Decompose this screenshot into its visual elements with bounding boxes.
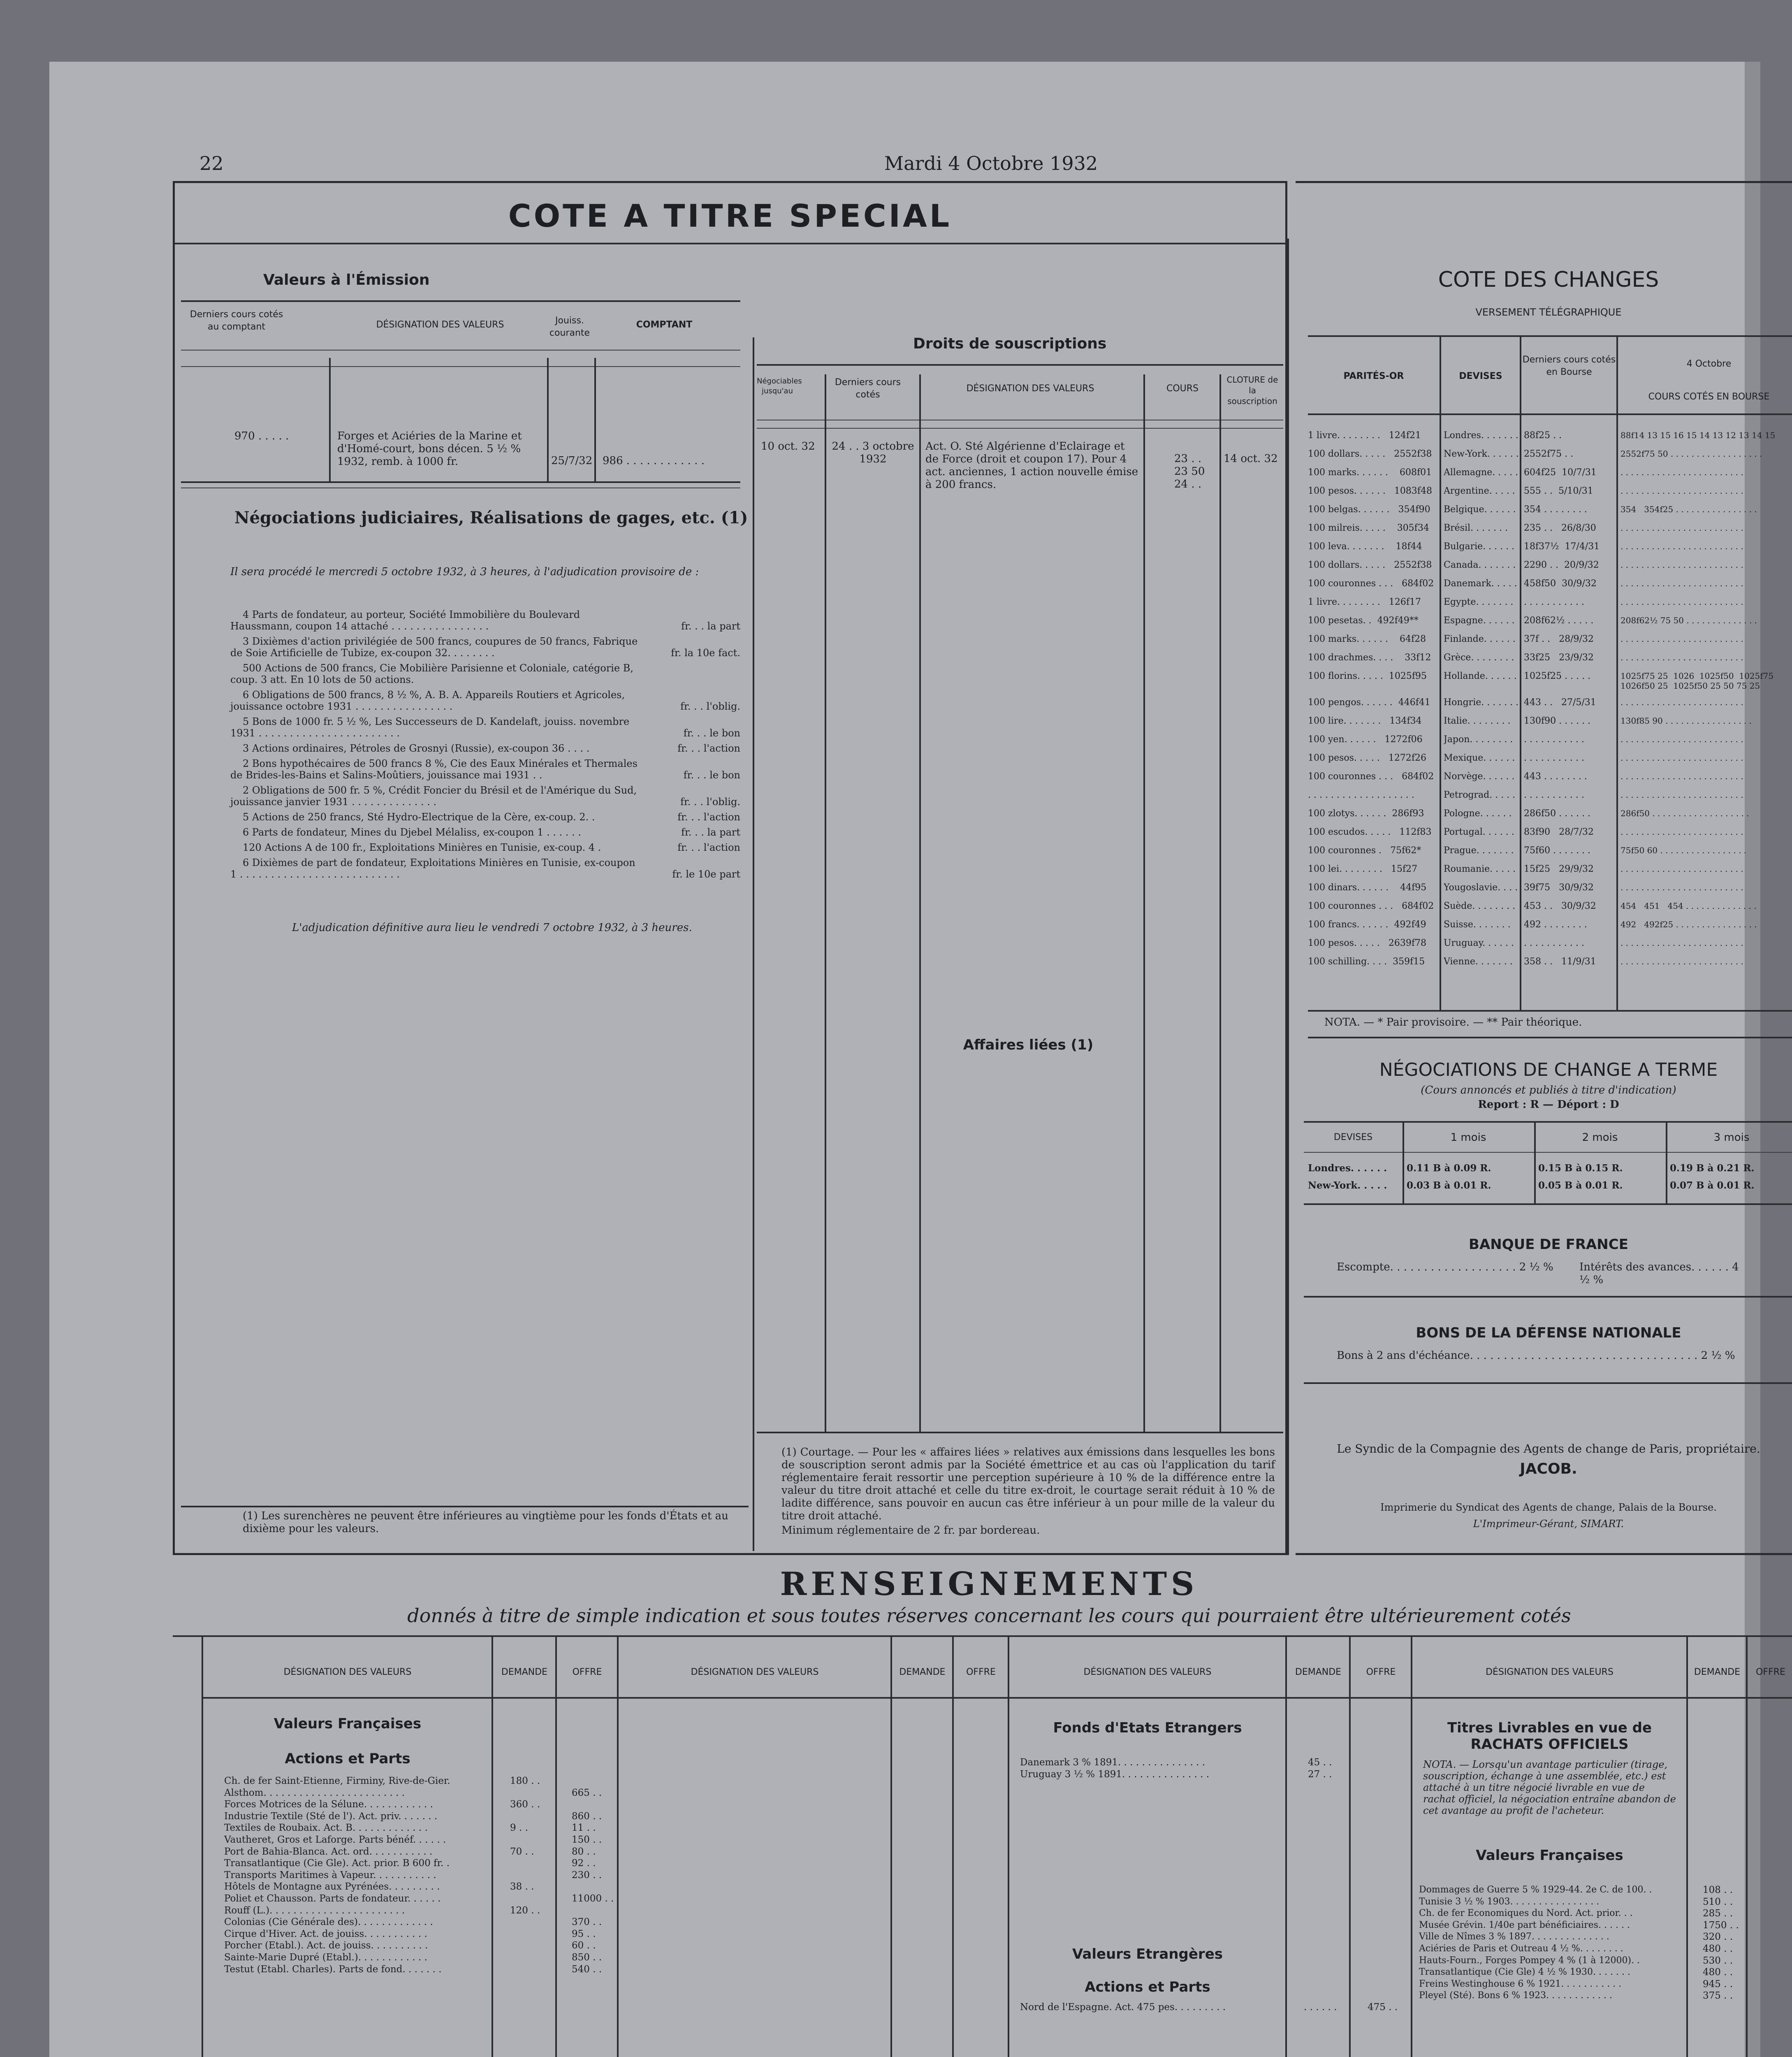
terme-table [1306, 1162, 1792, 1197]
changes-cell-d: New-York. . . . . . [1444, 449, 1519, 459]
negociation-item-text: 2 Bons hypothécaires de 500 francs 8 %, Cie des Eaux Minérales et Thermales de Brides-les-Bains et Salins-Moûtiers, jouissance mai 1931 . . [230, 758, 638, 781]
negociation-item [230, 827, 740, 838]
terme-col-devises: DEVISES [1333, 1132, 1373, 1142]
changes-col-date: 4 Octobre [1686, 359, 1732, 369]
changes-cell-d: Vienne. . . . . . . [1444, 957, 1513, 967]
changes-row [1308, 539, 1792, 557]
changes-cell-p: 1 livre. . . . . . . . 124f21 [1308, 430, 1421, 441]
changes-cell-d: Belgique. . . . . . [1444, 504, 1516, 515]
rens-c1-demande: 180 . . 360 . . 9 . . 70 . . 38 . . 120 . . [510, 1776, 540, 1916]
changes-row [1308, 502, 1792, 520]
emission-row-designation: Forges et Aciéries de la Marine et d'Homé-court, bons décen. 5 ½ % 1932, remb. à 1000 fr. [337, 430, 522, 468]
syndic-gerant: L'Imprimeur-Gérant, SIMART. [1473, 1518, 1624, 1530]
changes-cell-d: Petrograd. . . . . [1444, 790, 1516, 800]
changes-cell-p: 100 florins. . . . . 1025f95 [1308, 671, 1427, 681]
changes-cell-x: . . . . . . . . . . . . . . . . . . . . . . . . [1620, 578, 1743, 588]
negociation-item-price: fr. . . l'oblig. [680, 701, 740, 712]
rens-col1-offre: OFFRE [572, 1667, 602, 1677]
emission-col-designation: DÉSIGNATION DES VALEURS [376, 320, 504, 330]
negociation-item [230, 743, 740, 754]
changes-row [1308, 806, 1792, 824]
rens-c3-actions-demande: . . . . . . [1304, 2002, 1337, 2013]
changes-cell-p: 100 pesos. . . . . . 1083f48 [1308, 486, 1432, 496]
changes-cell-d: Egypte. . . . . . . [1444, 597, 1514, 607]
emission-row-jouiss: 25/7/32 [551, 455, 593, 467]
changes-cell-p: 1 livre. . . . . . . . 126f17 [1308, 597, 1421, 607]
changes-cell-d: Japon. . . . . . . . [1444, 734, 1513, 745]
changes-cell-x: . . . . . . . . . . . . . . . . . . . . . . . . [1620, 467, 1743, 477]
changes-cell-x: 454 451 454 . . . . . . . . . . . . . . [1620, 901, 1757, 911]
negociations-intro: Il sera procédé le mercredi 5 octobre 1932, à 3 heures, à l'adjudication provisoire de : [230, 566, 699, 578]
negociation-item [230, 609, 740, 632]
changes-row [1308, 483, 1792, 502]
syndic-line: Le Syndic de la Compagnie des Agents de change de Paris, propriétaire. [1337, 1442, 1760, 1456]
changes-cell-p: 100 couronnes . . . 684f02 [1308, 901, 1434, 911]
changes-row [1308, 576, 1792, 594]
terme-title: NÉGOCIATIONS DE CHANGE A TERME [1379, 1059, 1718, 1080]
changes-cell-p: 100 couronnes . 75f62* [1308, 845, 1421, 856]
changes-row [1308, 465, 1792, 483]
terme-col-1mois: 1 mois [1450, 1131, 1486, 1144]
droits-col-dernier: Derniers cours cotés [835, 377, 901, 400]
newspaper-page [49, 62, 1785, 2057]
droits-col-cours: COURS [1166, 383, 1199, 394]
changes-cell-d: Hollande. . . . . . [1444, 671, 1517, 681]
changes-row [1308, 594, 1792, 613]
negociation-item-text: 500 Actions de 500 francs, Cie Mobilière Parisienne et Coloniale, catégorie B, coup. 3 att. En 10 lots de 50 actions. [230, 662, 634, 685]
changes-cell-x: 2552f75 50 . . . . . . . . . . . . . . . . . . [1620, 449, 1762, 459]
changes-row [1308, 557, 1792, 576]
terme-row [1306, 1179, 1792, 1197]
changes-cell-p: 100 milreis. . . . . 305f34 [1308, 523, 1429, 533]
negociations-heading: Négociations judiciaires, Réalisations de gages, etc. (1) [234, 508, 748, 527]
changes-row [1308, 898, 1792, 917]
changes-cell-x: . . . . . . . . . . . . . . . . . . . . . . . . [1620, 864, 1743, 874]
negociation-item-text: 5 Actions de 250 francs, Sté Hydro-Electrique de la Cère, ex-coup. 2. . [243, 811, 595, 823]
emission-row-comptant: 986 . . . . . . . . . . . . [603, 455, 705, 467]
changes-cell-c: 443 . . . . . . . . [1524, 771, 1587, 782]
changes-cell-d: Brésil. . . . . . . [1444, 523, 1508, 533]
negociation-item [230, 811, 740, 823]
rens-col4-demande: DEMANDE [1694, 1667, 1741, 1677]
changes-row [1308, 824, 1792, 843]
rens-c3-names: Danemark 3 % 1891. . . . . . . . . . . . . . . Uruguay 3 ½ % 1891. . . . . . . . . . . . . . . [1020, 1757, 1210, 1780]
changes-cell-x: 130f85 90 . . . . . . . . . . . . . . . . . [1620, 716, 1752, 726]
changes-cell-c: 453 . . 30/9/32 [1524, 901, 1596, 911]
changes-cell-d: Espagne. . . . . . [1444, 615, 1515, 626]
changes-row [1308, 750, 1792, 769]
rens-col3-demande: DEMANDE [1295, 1667, 1342, 1677]
changes-col-parites: PARITÉS-OR [1343, 371, 1404, 381]
rens-c1-offre: 665 . . 860 . . 11 . . 150 . . 80 . . 92 . . 230 . . 11000 . . 370 . . 95 . . 60 . . 850 . . 540 . . [572, 1787, 614, 1975]
banque-escompte: Escompte. . . . . . . . . . . . . . . . . . . 2 ½ % [1337, 1261, 1553, 1273]
changes-cell-c: 88f25 . . [1524, 430, 1562, 441]
negociation-item-price: fr. . . l'oblig. [680, 796, 740, 808]
terme-cell-d: Londres. . . . . . [1308, 1163, 1387, 1174]
changes-cell-c: 354 . . . . . . . . [1524, 504, 1587, 515]
changes-cell-d: Danemark. . . . . [1444, 578, 1517, 589]
negociations-footnote: (1) Les surenchères ne peuvent être inférieures au vingtième pour les fonds d'États et au dixième pour les valeurs. [243, 1510, 728, 1535]
changes-cell-x: . . . . . . . . . . . . . . . . . . . . . . . . [1620, 938, 1743, 948]
changes-cell-p: 100 pesetas. . 492f49** [1308, 615, 1419, 626]
changes-cell-d: Londres. . . . . . . [1444, 430, 1518, 441]
changes-cell-d: Argentine. . . . . [1444, 486, 1515, 496]
changes-cell-x: 75f50 60 . . . . . . . . . . . . . . . . . [1620, 845, 1747, 855]
rens-col4-designation: DÉSIGNATION DES VALEURS [1486, 1667, 1613, 1677]
changes-cell-c: 1025f25 . . . . . [1524, 671, 1591, 681]
droits-row-cloture: 14 oct. 32 [1224, 453, 1278, 465]
emission-col-comptant: COMPTANT [636, 320, 693, 330]
changes-cell-d: Bulgarie. . . . . . [1444, 541, 1515, 552]
negociation-item-text: 5 Bons de 1000 fr. 5 ½ %, Les Successeurs de D. Kandelaft, jouiss. novembre 1931 . . . . . . . . . . . . . . . . . . . . . . . [230, 716, 630, 739]
banque-interets: Intérêts des avances. . . . . . 4 ½ % [1579, 1261, 1739, 1286]
changes-row [1308, 861, 1792, 880]
changes-cell-p: 100 marks. . . . . . 608f01 [1308, 467, 1432, 478]
changes-cell-d: Grèce. . . . . . . . [1444, 652, 1514, 663]
changes-cell-c: 15f25 29/9/32 [1524, 864, 1594, 874]
changes-row [1308, 695, 1792, 713]
bons-line: Bons à 2 ans d'échéance. . . . . . . . . . . . . . . . . . . . . . . . . . . . . . . . . . 2 ½ % [1337, 1349, 1735, 1362]
rens-c3-actions-offre: 475 . . [1368, 2002, 1398, 2013]
changes-row [1308, 613, 1792, 631]
changes-cell-p: 100 lei. . . . . . . . 15f27 [1308, 864, 1418, 874]
changes-cell-d: Prague. . . . . . . [1444, 845, 1514, 856]
changes-cell-x: . . . . . . . . . . . . . . . . . . . . . . . . [1620, 697, 1743, 707]
negociation-item-text: 3 Dixièmes d'action privilégiée de 500 francs, coupures de 50 francs, Fabrique de Soie Artificielle de Tubize, ex-coupon 32. . . . . . . . [230, 636, 638, 659]
changes-cell-p: 100 drachmes. . . . 33f12 [1308, 652, 1431, 663]
terme-cell-m3: 0.07 B à 0.01 R. [1670, 1180, 1755, 1191]
changes-cell-c: 208f62½ . . . . . [1524, 615, 1594, 626]
droits-row-dernier: 24 . . 3 octobre 1932 [832, 440, 914, 465]
changes-cell-c: 39f75 30/9/32 [1524, 882, 1594, 893]
terme-cell-m3: 0.19 B à 0.21 R. [1670, 1163, 1755, 1174]
terme-cell-m2: 0.05 B à 0.01 R. [1538, 1180, 1623, 1191]
changes-table [1308, 428, 1792, 973]
changes-row [1308, 650, 1792, 669]
changes-cell-p: 100 escudos. . . . . 112f83 [1308, 827, 1432, 837]
changes-col-devises: DEVISES [1459, 371, 1502, 381]
changes-cell-x: . . . . . . . . . . . . . . . . . . . . . . . . [1620, 652, 1743, 662]
rens-c1-heading1: Valeurs Françaises [274, 1716, 422, 1732]
changes-row [1308, 631, 1792, 650]
rens-c1-names: Ch. de fer Saint-Etienne, Firminy, Rive-de-Gier. Alsthom. . . . . . . . . . . . . . . . . . . . . . . . Forces Motrices de la Sélune. . . . . . . . . . . . Industrie Textile (Sté de l'). Act. priv. . . . . . . Textiles de Roubaix. Act. B. . . . . . . . . . . . . Vautheret, Gros et Laforge. Parts bénéf. . . . . . Port de Bahia-Blanca. Act. ord. . . . . . . . . . . Transatlantique (Cie Gle). Act. prior. B 600 fr. . Transports Maritimes à Vapeur. . . . . . . . . . . Hôtels de Montagne aux Pyrénées. . . . . . . . . Poliet et Chausson. Parts de fondateur. . . . . . Rouff (L.). . . . . . . . . . . . . . . . . . . . . . . Colonias (Cie Générale des). . . . . . . . . . . . . Cirque d'Hiver. Act. de jouiss. . . . . . . . . . . Porcher (Etabl.). Act. de jouiss. . . . . . . . . . Sainte-Marie Dupré (Etabl.). . . . . . . . . . . . Testut (Etabl. Charles). Parts de fond. . . . . . . [224, 1776, 450, 1975]
changes-row [1308, 843, 1792, 861]
changes-cell-x: . . . . . . . . . . . . . . . . . . . . . . . . [1620, 523, 1743, 533]
cote-speciale-title: COTE A TITRE SPECIAL [508, 197, 952, 234]
changes-cell-x: 492 492f25 . . . . . . . . . . . . . . . . [1620, 919, 1757, 929]
terme-subtitle: (Cours annoncés et publiés à titre d'indication) [1421, 1084, 1676, 1096]
changes-cell-c: . . . . . . . . . . . [1524, 597, 1584, 607]
negociation-item [230, 662, 740, 685]
changes-cell-x: 354 354f25 . . . . . . . . . . . . . . . . [1620, 504, 1757, 514]
changes-nota: NOTA. — * Pair provisoire. — ** Pair théorique. [1324, 1016, 1582, 1028]
negociation-item-price: fr. . . l'action [677, 743, 740, 754]
droits-row-designation: Act. O. Sté Algérienne d'Eclairage et de Force (droit et coupon 17). Pour 4 act. anciennes, 1 action nouvelle émise à 200 francs. [925, 440, 1138, 491]
changes-cell-p: 100 couronnes . . . 684f02 [1308, 771, 1434, 782]
changes-cell-x: . . . . . . . . . . . . . . . . . . . . . . . . [1620, 597, 1743, 607]
changes-col-cours: COURS COTÉS EN BOURSE [1648, 392, 1770, 402]
droits-col-cloture: CLOTURE de la souscription [1226, 375, 1278, 406]
negociations-final: L'adjudication définitive aura lieu le vendredi 7 octobre 1932, à 3 heures. [292, 922, 692, 934]
changes-cell-c: 130f90 . . . . . . [1524, 716, 1591, 726]
changes-cell-x: . . . . . . . . . . . . . . . . . . . . . . . . [1620, 560, 1743, 570]
terme-cell-d: New-York. . . . . [1308, 1180, 1387, 1191]
changes-col-derniers: Derniers cours cotés en Bourse [1522, 355, 1616, 377]
terme-legend: Report : R — Déport : D [1478, 1098, 1619, 1111]
changes-cell-d: Uruguay. . . . . . [1444, 938, 1514, 948]
changes-cell-x: 1025f75 25 1026 1025f50 1025f75 1026f50 25 1025f50 25 50 75 25 [1620, 671, 1774, 691]
emission-row-dernier: 970 . . . . . [234, 430, 289, 442]
emission-heading: Valeurs à l'Émission [263, 272, 430, 288]
negociation-item-price: fr. . . le bon [683, 727, 740, 739]
changes-cell-d: Italie. . . . . . . . [1444, 716, 1511, 726]
page-number: 22 [199, 152, 224, 174]
droits-row-cours: 23 . . 23 50 24 . . [1174, 453, 1205, 490]
changes-cell-p: 100 zlotys. . . . . . 286f93 [1308, 808, 1424, 819]
changes-subtitle: VERSEMENT TÉLÉGRAPHIQUE [1475, 306, 1622, 318]
negociation-item-price: fr. . . la part [681, 620, 740, 632]
changes-cell-d: Norvège. . . . . . [1444, 771, 1515, 782]
negociation-item-text: 120 Actions A de 100 fr., Exploitations Minières en Tunisie, ex-coup. 4 . [243, 842, 601, 853]
changes-row [1308, 787, 1792, 806]
changes-cell-d: Hongrie. . . . . . . [1444, 697, 1519, 708]
rens-col3-offre: OFFRE [1366, 1667, 1396, 1677]
banque-title: BANQUE DE FRANCE [1469, 1236, 1628, 1253]
negociation-item [230, 716, 740, 739]
changes-cell-c: 604f25 10/7/31 [1524, 467, 1597, 478]
changes-row [1308, 446, 1792, 465]
terme-col-2mois: 2 mois [1582, 1131, 1618, 1144]
changes-cell-p: 100 leva. . . . . . . 18f44 [1308, 541, 1422, 552]
changes-row [1308, 732, 1792, 750]
negociation-item-text: 2 Obligations de 500 fr. 5 %, Crédit Foncier du Brésil et de l'Amérique du Sud, jouissance janvier 1931 . . . . . . . . . . . . . . [230, 785, 637, 808]
changes-cell-p: 100 belgas. . . . . . 354f90 [1308, 504, 1430, 515]
changes-cell-c: 18f37½ 17/4/31 [1524, 541, 1600, 552]
changes-cell-c: 286f50 . . . . . . [1524, 808, 1591, 819]
changes-cell-p: 100 dollars. . . . . 2552f38 [1308, 449, 1432, 459]
rens-c3-heading3: Actions et Parts [1085, 1979, 1210, 1995]
changes-cell-c: 83f90 28/7/32 [1524, 827, 1594, 837]
negociations-list [230, 609, 740, 884]
renseignements-title: RENSEIGNEMENTS [780, 1565, 1199, 1603]
changes-cell-x: . . . . . . . . . . . . . . . . . . . . . . . . [1620, 771, 1743, 781]
negociation-item-text: 6 Parts de fondateur, Mines du Djebel Mélaliss, ex-coupon 1 . . . . . . [243, 827, 581, 838]
changes-cell-c: . . . . . . . . . . . [1524, 753, 1584, 763]
changes-cell-c: . . . . . . . . . . . [1524, 790, 1584, 800]
changes-row [1308, 954, 1792, 973]
changes-cell-d: Portugal. . . . . . [1444, 827, 1514, 837]
negociation-item [230, 785, 740, 808]
changes-cell-c: 37f . . 28/9/32 [1524, 634, 1594, 644]
changes-cell-d: Mexique. . . . . . [1444, 753, 1515, 763]
terme-cell-m1: 0.11 B à 0.09 R. [1407, 1163, 1491, 1174]
changes-cell-c: 75f60 . . . . . . . [1524, 845, 1591, 856]
syndic-name: JACOB. [1520, 1460, 1577, 1477]
terme-row [1306, 1162, 1792, 1179]
changes-cell-x: . . . . . . . . . . . . . . . . . . . . . . . . [1620, 541, 1743, 551]
rens-col1-demande: DEMANDE [501, 1667, 548, 1677]
changes-cell-c: 358 . . 11/9/31 [1524, 957, 1596, 967]
changes-cell-c: 458f50 30/9/32 [1524, 578, 1597, 589]
negociation-item [230, 758, 740, 781]
changes-cell-x: 208f62½ 75 50 . . . . . . . . . . . . . . [1620, 615, 1757, 625]
emission-col-jouiss: Jouiss. courante [549, 316, 590, 338]
changes-row [1308, 917, 1792, 936]
negociation-item-price: fr. la 10e fact. [671, 647, 740, 659]
changes-cell-p: 100 dinars. . . . . . 44f95 [1308, 882, 1427, 893]
changes-cell-c: 555 . . 5/10/31 [1524, 486, 1593, 496]
rens-c4-nota: NOTA. — Lorsqu'un avantage particulier (tirage, souscription, échange à une assemblée, etc.) est attaché à un titre négocié livrable en vue de rachat officiel, la négociation entraîne abandon de cet avantage au profit de l'acheteur. [1423, 1759, 1676, 1816]
negociation-item-price: fr. . . la part [681, 827, 740, 838]
changes-cell-d: Canada. . . . . . . [1444, 560, 1516, 570]
rens-c4-heading2: Valeurs Françaises [1476, 1847, 1623, 1864]
rens-c1-heading2: Actions et Parts [285, 1751, 410, 1767]
rens-col4-offre: OFFRE [1756, 1667, 1785, 1677]
changes-title: COTE DES CHANGES [1438, 267, 1659, 292]
bons-title: BONS DE LA DÉFENSE NATIONALE [1416, 1325, 1681, 1341]
negociation-item-price: fr. . . l'action [677, 842, 740, 853]
changes-cell-p: 100 pengos. . . . . . 446f41 [1308, 697, 1430, 708]
rens-col3-designation: DÉSIGNATION DES VALEURS [1083, 1667, 1212, 1677]
page-date: Mardi 4 Octobre 1932 [884, 152, 1098, 174]
affaires-minimum: Minimum réglementaire de 2 fr. par bordereau. [781, 1524, 1040, 1537]
changes-cell-c: . . . . . . . . . . . [1524, 938, 1584, 948]
changes-cell-x: . . . . . . . . . . . . . . . . . . . . . . . . [1620, 882, 1743, 892]
changes-cell-x: . . . . . . . . . . . . . . . . . . . . . . . . [1620, 486, 1743, 496]
changes-cell-d: Suède. . . . . . . . [1444, 901, 1516, 911]
terme-col-3mois: 3 mois [1713, 1131, 1750, 1144]
rens-col2-designation: DÉSIGNATION DES VALEURS [691, 1667, 819, 1677]
renseignements-subtitle: donnés à titre de simple indication et sous toutes réserves concernant les cours qui pourraient être ultérieurement cotés [407, 1604, 1571, 1627]
emission-col-dernier: Derniers cours cotés au comptant [190, 309, 283, 332]
changes-row [1308, 769, 1792, 787]
negociation-item-text: 4 Parts de fondateur, au porteur, Société Immobilière du Boulevard Haussmann, coupon 14 attaché . . . . . . . . . . . . . . . . [230, 609, 580, 632]
affaires-footnote: (1) Courtage. — Pour les « affaires liées » relatives aux émissions dans lesquelles les bons de souscription seront admis par la Société émettrice et au cas où l'application du tarif réglementaire ferait ressortir une perception supérieure à 10 % de la différence entre la valeur du titre droit attaché et celle du titre ex-droit, le courtage serait réduit à 10 % de ladite différence, sans pouvoir en aucun cas être inférieur à un pour mille de la valeur du titre droit attaché. [781, 1446, 1275, 1522]
changes-cell-c: . . . . . . . . . . . [1524, 734, 1584, 745]
changes-cell-x: . . . . . . . . . . . . . . . . . . . . . . . . [1620, 734, 1743, 744]
rens-c3-heading1: Fonds d'Etats Etrangers [1053, 1720, 1242, 1736]
changes-cell-x: 88f14 13 15 16 15 14 13 12 13 14 15 [1620, 430, 1776, 440]
changes-cell-d: Pologne. . . . . . [1444, 808, 1512, 819]
changes-cell-c: 492 . . . . . . . . [1524, 919, 1587, 930]
rens-c4-names: Dommages de Guerre 5 % 1929-44. 2e C. de 100. . Tunisie 3 ½ % 1903. . . . . . . . . . . . . . . . Ch. de fer Economiques du Nord. Act. prior. . . Musée Grévin. 1/40e part bénéficiaires. . . . . . Ville de Nîmes 3 % 1897. . . . . . . . . . . . . . Aciéries de Paris et Outreau 4 ½ %. . . . . . . . Hauts-Fourn., Forges Pompey 4 % (1 à 12000). . Transatlantique (Cie Gle) 4 ½ % 1930. . . . . . . Freins Westinghouse 6 % 1921. . . . . . . . . . . Pleyel (Sté). Bons 6 % 1923. . . . . . . . . . . . [1419, 1885, 1652, 2001]
rens-c3-heading2: Valeurs Etrangères [1072, 1946, 1223, 1962]
changes-cell-x: . . . . . . . . . . . . . . . . . . . . . . . . [1620, 827, 1743, 837]
changes-cell-x: . . . . . . . . . . . . . . . . . . . . . . . . [1620, 957, 1743, 966]
changes-cell-d: Finlande. . . . . . [1444, 634, 1516, 644]
changes-cell-d: Yougoslavie. . . . [1444, 882, 1518, 893]
changes-cell-p: 100 dollars. . . . . 2552f38 [1308, 560, 1432, 570]
rens-col2-offre: OFFRE [966, 1667, 996, 1677]
changes-row [1308, 880, 1792, 898]
negociation-item-text: 6 Obligations de 500 francs, 8 ½ %, A. B. A. Appareils Routiers et Agricoles, jouissance octobre 1931 . . . . . . . . . . . . . . . . [230, 689, 625, 712]
changes-row [1308, 936, 1792, 954]
changes-cell-p: 100 schilling. . . . 359f15 [1308, 957, 1425, 967]
terme-cell-m1: 0.03 B à 0.01 R. [1407, 1180, 1491, 1191]
negociation-item [230, 689, 740, 712]
changes-cell-p: 100 francs. . . . . . 492f49 [1308, 919, 1426, 930]
rens-col1-designation: DÉSIGNATION DES VALEURS [283, 1667, 412, 1677]
changes-cell-c: 2552f75 . . [1524, 449, 1574, 459]
negociation-item-price: fr. . . le bon [683, 769, 740, 781]
changes-cell-c: 235 . . 26/8/30 [1524, 523, 1596, 533]
droits-col-designation: DÉSIGNATION DES VALEURS [966, 383, 1094, 394]
changes-cell-x: . . . . . . . . . . . . . . . . . . . . . . . . [1620, 634, 1743, 644]
changes-cell-p: 100 marks. . . . . . 64f28 [1308, 634, 1426, 644]
rens-c3-actions-name: Nord de l'Espagne. Act. 475 pes. . . . . . . . . [1020, 2002, 1226, 2013]
rens-col2-demande: DEMANDE [899, 1667, 946, 1677]
changes-cell-d: Roumanie. . . . . [1444, 864, 1516, 874]
changes-cell-d: Allemagne. . . . . [1444, 467, 1518, 478]
changes-cell-c: 443 . . 27/5/31 [1524, 697, 1596, 708]
changes-row [1308, 428, 1792, 446]
affaires-liees-heading: Affaires liées (1) [963, 1037, 1094, 1053]
changes-cell-c: 33f25 23/9/32 [1524, 652, 1594, 663]
changes-cell-c: 2290 . . 20/9/32 [1524, 560, 1599, 570]
changes-cell-x: 286f50 . . . . . . . . . . . . . . . . . . . [1620, 808, 1749, 818]
droits-row-neg: 10 oct. 32 [761, 440, 815, 453]
changes-row [1308, 713, 1792, 732]
rens-c4-heading1: Titres Livrables en vue de RACHATS OFFICIELS [1447, 1720, 1652, 1753]
changes-row [1308, 669, 1792, 695]
changes-cell-p: 100 couronnes . . . 684f02 [1308, 578, 1434, 589]
negociation-item-text: 3 Actions ordinaires, Pétroles de Grosnyi (Russie), ex-coupon 36 . . . . [243, 743, 590, 754]
changes-cell-p: 100 pesos. . . . . 1272f26 [1308, 753, 1426, 763]
changes-cell-x: . . . . . . . . . . . . . . . . . . . . . . . . [1620, 790, 1743, 800]
changes-cell-p: . . . . . . . . . . . . . . . . . . . [1308, 790, 1414, 800]
negociation-item-price: fr. . . l'action [677, 811, 740, 823]
droits-col-neg: Négociables jusqu'au [757, 377, 802, 395]
rens-c3-demande: 45 . . 27 . . [1308, 1757, 1332, 1780]
changes-cell-x: . . . . . . . . . . . . . . . . . . . . . . . . [1620, 753, 1743, 763]
negociation-item-text: 6 Dixièmes de part de fondateur, Exploitations Minières en Tunisie, ex-coupon 1 . . . . . . . . . . . . . . . . . . . . . . . . . . [230, 857, 635, 880]
negociation-item [230, 636, 740, 659]
negociation-item [230, 857, 740, 880]
changes-row [1308, 520, 1792, 539]
negociation-item-price: fr. le 10e part [672, 868, 740, 880]
changes-cell-d: Suisse. . . . . . . [1444, 919, 1511, 930]
terme-cell-m2: 0.15 B à 0.15 R. [1538, 1163, 1623, 1174]
changes-cell-p: 100 yen. . . . . . 1272f06 [1308, 734, 1423, 745]
changes-cell-p: 100 pesos. . . . . 2639f78 [1308, 938, 1426, 948]
syndic-imprimerie: Imprimerie du Syndicat des Agents de change, Palais de la Bourse. [1380, 1502, 1717, 1513]
changes-cell-p: 100 lire. . . . . . . 134f34 [1308, 716, 1422, 726]
rens-c4-demande: 108 . . 510 . . 285 . . 1750 . . 320 . . 480 . . 530 . . 480 . . 945 . . 375 . . [1703, 1885, 1739, 2001]
droits-heading: Droits de souscriptions [913, 335, 1107, 352]
negociation-item [230, 842, 740, 853]
